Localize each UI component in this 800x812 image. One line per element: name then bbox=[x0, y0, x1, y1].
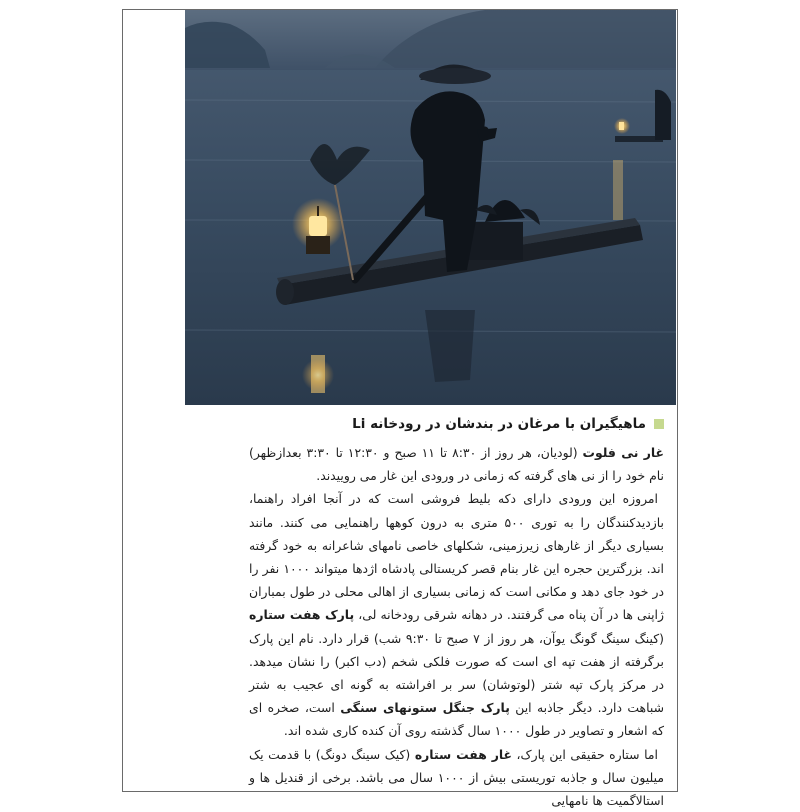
fisherman-photo bbox=[185, 10, 676, 405]
paragraph-3 bbox=[249, 743, 664, 812]
term-stone-forest-park: پارک جنگل ستونهای سنگی bbox=[340, 700, 510, 716]
paragraph-2-text-b: (کینگ سینگ گونگ یوآن، هر روز از ۷ صبح تا ۹:۳۰ شب) قرار دارد. نام این پارک برگرفته از هفت تپه ای است که صورت فلکی شخم (دب اکبر) را نشان میدهد. در مرکز پارک تپه شتر (لوتوشان) سر بر افراشته به گونه ای عجیب به شتر شباهت دارد. دیگر جاذبه این bbox=[249, 630, 664, 716]
paragraph-1 bbox=[249, 441, 664, 487]
paragraph-2 bbox=[249, 487, 664, 742]
fisherman-photo-illustration bbox=[185, 10, 676, 405]
term-reed-flute-cave: غار نی فلوت bbox=[582, 445, 664, 460]
photo-caption bbox=[194, 414, 664, 434]
paragraph-1-text: (لودیان، هر روز از ۸:۳۰ تا ۱۱ صبح و ۱۲:۳۰ تا ۳:۳۰ بعدازظهر) نام خود را از نی های گرفته که زمانی در ورودی این غار می روییدند. bbox=[249, 445, 664, 484]
paragraph-3-text-b: (کیک سینگ دونگ) با قدمت یک میلیون سال و جاذبه توریستی بیش از ۱۰۰۰ سال می باشد. برخی از قندیل ها و استالاگمیت ها نامهایی bbox=[249, 746, 665, 809]
term-seven-star-cave: غار هفت ستاره bbox=[414, 746, 512, 762]
paragraph-2-text-c: است، صخره ای که اشعار و تصاویر در طول ۱۰۰۰ سال گذشته روی آن کنده کاری شده اند. bbox=[249, 700, 664, 739]
article-body bbox=[249, 441, 664, 812]
book-page bbox=[122, 9, 678, 809]
caption-marker bbox=[654, 419, 664, 429]
paragraph-3-text-a: اما ستاره حقیقی این پارک، bbox=[511, 746, 658, 762]
paragraph-2-text-a: امروزه این ورودی دارای دکه بلیط فروشی است که در آنجا افراد راهنما، بازدیدکنندگان را به توری ۵۰۰ متری به درون کوهها راهنمایی می کنند. مانند بسیاری دیگر از غارهای زیرزمینی، شکلهای خاصی نامهای شاعرانه به خود گرفته اند. بزرگترین حجره این غار بنام قصر کریستالی پادشاه اژدها میتواند ۱۰۰۰ نفر را در خود جای دهد و مکانی است که زمانی بسیاری از اهالی محلی در طول بمباران ژاپنی ها در آن پناه می گرفتند. در دهانه شرقی رودخانه لی، bbox=[249, 491, 664, 623]
caption-text: ماهیگیران با مرغان در بندشان در رودخانه Li bbox=[352, 416, 646, 432]
term-seven-star-park: پارک هفت ستاره bbox=[249, 607, 355, 623]
